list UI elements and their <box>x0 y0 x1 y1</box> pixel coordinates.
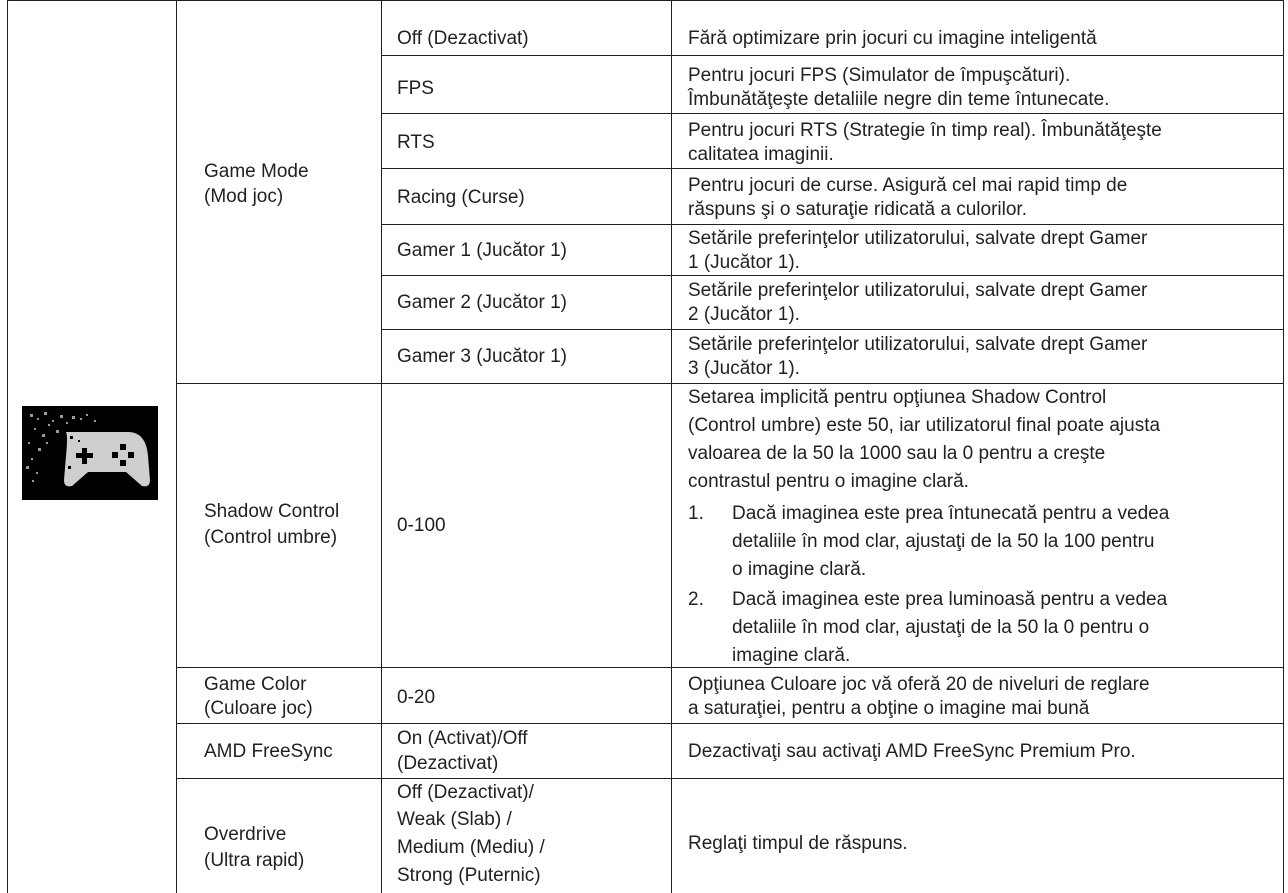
shadow-list-num-1: 1. <box>688 503 704 524</box>
freesync-label: AMD FreeSync <box>204 741 333 762</box>
overdrive-value-1: Off (Dezactivat)/ <box>397 782 534 803</box>
option-gamer1-desc-2: 1 (Jucător 1). <box>688 252 800 273</box>
gamepad-icon <box>22 406 158 500</box>
shadow-desc-1: Setarea implicită pentru opţiunea Shadow Control <box>688 387 1107 408</box>
option-gamer2-desc-2: 2 (Jucător 1). <box>688 304 800 325</box>
option-fps: FPS <box>397 78 434 99</box>
option-gamer3: Gamer 3 (Jucător 1) <box>397 346 567 367</box>
overdrive-value-3: Medium (Mediu) / <box>397 837 545 858</box>
shadow-control-label: Shadow Control <box>204 501 340 522</box>
game-color-label-ro: (Culoare joc) <box>204 698 313 719</box>
option-fps-desc-1: Pentru jocuri FPS (Simulator de împuşcături). <box>688 65 1071 86</box>
option-racing: Racing (Curse) <box>397 187 525 208</box>
option-racing-desc-1: Pentru jocuri de curse. Asigură cel mai rapid timp de <box>688 175 1128 196</box>
game-mode-label-ro: (Mod joc) <box>204 186 284 207</box>
option-rts: RTS <box>397 132 435 153</box>
shadow-list-2-line-1: Dacă imaginea este prea luminoasă pentru a vedea <box>732 589 1168 610</box>
overdrive-label: Overdrive <box>204 824 287 845</box>
shadow-list-1-line-3: o imagine clară. <box>732 559 867 580</box>
option-racing-desc-2: răspuns şi o saturaţie ridicată a culorilor. <box>688 199 1027 220</box>
shadow-desc-4: contrastul pentru o imagine clară. <box>688 471 969 492</box>
option-rts-desc-1: Pentru jocuri RTS (Strategie în timp real). Îmbunătăţeşte <box>688 120 1162 141</box>
option-gamer3-desc-1: Setările preferinţelor utilizatorului, salvate drept Gamer <box>688 334 1148 355</box>
shadow-control-value: 0-100 <box>397 515 446 536</box>
game-color-label: Game Color <box>204 674 307 695</box>
overdrive-value-2: Weak (Slab) / <box>397 809 512 830</box>
shadow-list-1-line-2: detaliile în mod clar, ajustaţi de la 50 la 100 pentru <box>732 531 1155 552</box>
option-off: Off (Dezactivat) <box>397 28 529 49</box>
option-fps-desc-2: Îmbunătăţeşte detaliile negre din teme întunecate. <box>688 89 1110 110</box>
shadow-desc-2: (Control umbre) este 50, iar utilizatorul final poate ajusta <box>688 415 1161 436</box>
option-gamer1: Gamer 1 (Jucător 1) <box>397 240 567 261</box>
option-gamer1-desc-1: Setările preferinţelor utilizatorului, salvate drept Gamer <box>688 228 1148 249</box>
overdrive-label-ro: (Ultra rapid) <box>204 850 305 871</box>
freesync-value-1: On (Activat)/Off <box>397 728 528 749</box>
game-color-desc-2: a saturaţiei, pentru a obţine o imagine mai bună <box>688 698 1090 719</box>
game-color-desc-1: Opţiunea Culoare joc vă oferă 20 de niveluri de reglare <box>688 674 1150 695</box>
shadow-list-2-line-2: detaliile în mod clar, ajustaţi de la 50 la 0 pentru o <box>732 617 1150 638</box>
option-off-desc: Fără optimizare prin jocuri cu imagine inteligentă <box>688 28 1097 49</box>
game-color-value: 0-20 <box>397 687 436 708</box>
shadow-desc-3: valoarea de la 50 la 1000 sau la 0 pentru a creşte <box>688 443 1106 464</box>
shadow-list-2-line-3: imagine clară. <box>732 645 851 666</box>
freesync-desc: Dezactivaţi sau activaţi AMD FreeSync Premium Pro. <box>688 741 1136 762</box>
option-gamer2-desc-1: Setările preferinţelor utilizatorului, salvate drept Gamer <box>688 280 1148 301</box>
shadow-control-label-ro: (Control umbre) <box>204 527 338 548</box>
overdrive-value-4: Strong (Puternic) <box>397 865 541 886</box>
shadow-list-num-2: 2. <box>688 589 704 610</box>
option-rts-desc-2: calitatea imaginii. <box>688 144 834 165</box>
option-gamer3-desc-2: 3 (Jucător 1). <box>688 358 800 379</box>
shadow-list-1-line-1: Dacă imaginea este prea întunecată pentru a vedea <box>732 503 1170 524</box>
freesync-value-2: (Dezactivat) <box>397 753 499 774</box>
overdrive-desc: Reglaţi timpul de răspuns. <box>688 833 908 854</box>
game-mode-label: Game Mode <box>204 161 309 182</box>
option-gamer2: Gamer 2 (Jucător 1) <box>397 292 567 313</box>
